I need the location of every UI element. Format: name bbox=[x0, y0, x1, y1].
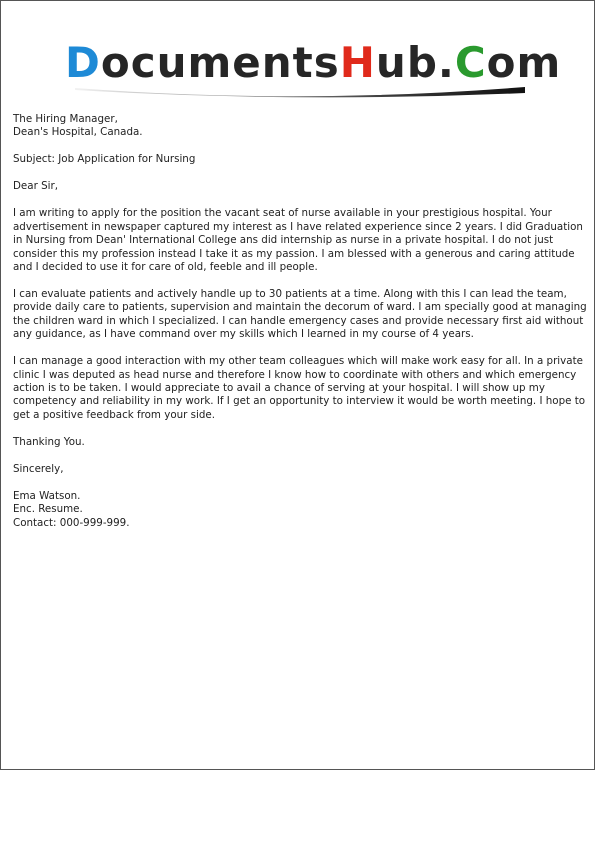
subject-line: Subject: Job Application for Nursing bbox=[13, 153, 196, 166]
documentshub-logo bbox=[65, 38, 562, 105]
paragraph-1: I am writing to apply for the position the vacant seat of nurse available in your prestigious hospital. Your advertisement in newspaper captured my interest as I have related experience since 2 years. I did Graduation in Nursing from Dean' International College ans did internship as nurse in a private hospital. I do not just consider this my profession instead I take it as my passion. I am blessed with a generous and caring attitude and I decided to use it for care of old, feeble and ill people. bbox=[13, 207, 583, 274]
logo-letter-c: C bbox=[454, 38, 487, 87]
logo-letter-d: D bbox=[65, 38, 101, 87]
paragraph-3: I can manage a good interaction with my other team colleagues which will make work easy for all. In a private clinic I was deputed as head nurse and therefore I know how to coordinate with others and which emergency action is to be taken. I would appreciate to avail a chance of serving at your hospital. I will show up my competency and reliability in my work. If I get an opportunity to interview it would be worth meeting. I hope to get a positive feedback from your side. bbox=[13, 355, 586, 421]
logo-letter-h: H bbox=[339, 38, 376, 87]
enclosure-line: Enc. Resume. bbox=[13, 503, 83, 516]
recipient-address: Dean's Hospital, Canada. bbox=[13, 126, 143, 139]
signature-name: Ema Watson. bbox=[13, 489, 81, 502]
logo-text-ocuments: ocuments bbox=[100, 38, 340, 87]
logo-text-om: om bbox=[486, 38, 562, 87]
contact-line: Contact: 000-999-999. bbox=[13, 516, 130, 529]
logo-text-ub: ub. bbox=[375, 38, 455, 87]
logo-wordmark bbox=[65, 38, 562, 87]
signature-block bbox=[13, 490, 588, 530]
recipient-block bbox=[13, 113, 588, 140]
salutation: Dear Sir, bbox=[13, 180, 58, 193]
recipient-title: The Hiring Manager, bbox=[13, 113, 118, 125]
paragraph-2: I can evaluate patients and actively handle up to 30 patients at a time. Along with this I can lead the team, provide daily care to patients, supervision and maintain the decorum of ward. I am specially good at managing the children ward in which I specialized. I can handle emergency cases and provide necessary first aid without any guidance, as I have command over my skills which I learned in my course of 4 years. bbox=[13, 288, 587, 341]
closing-line: Sincerely, bbox=[13, 462, 64, 475]
thanks-line: Thanking You. bbox=[13, 435, 85, 448]
letter-body bbox=[13, 113, 588, 544]
logo-swoosh bbox=[75, 85, 525, 101]
